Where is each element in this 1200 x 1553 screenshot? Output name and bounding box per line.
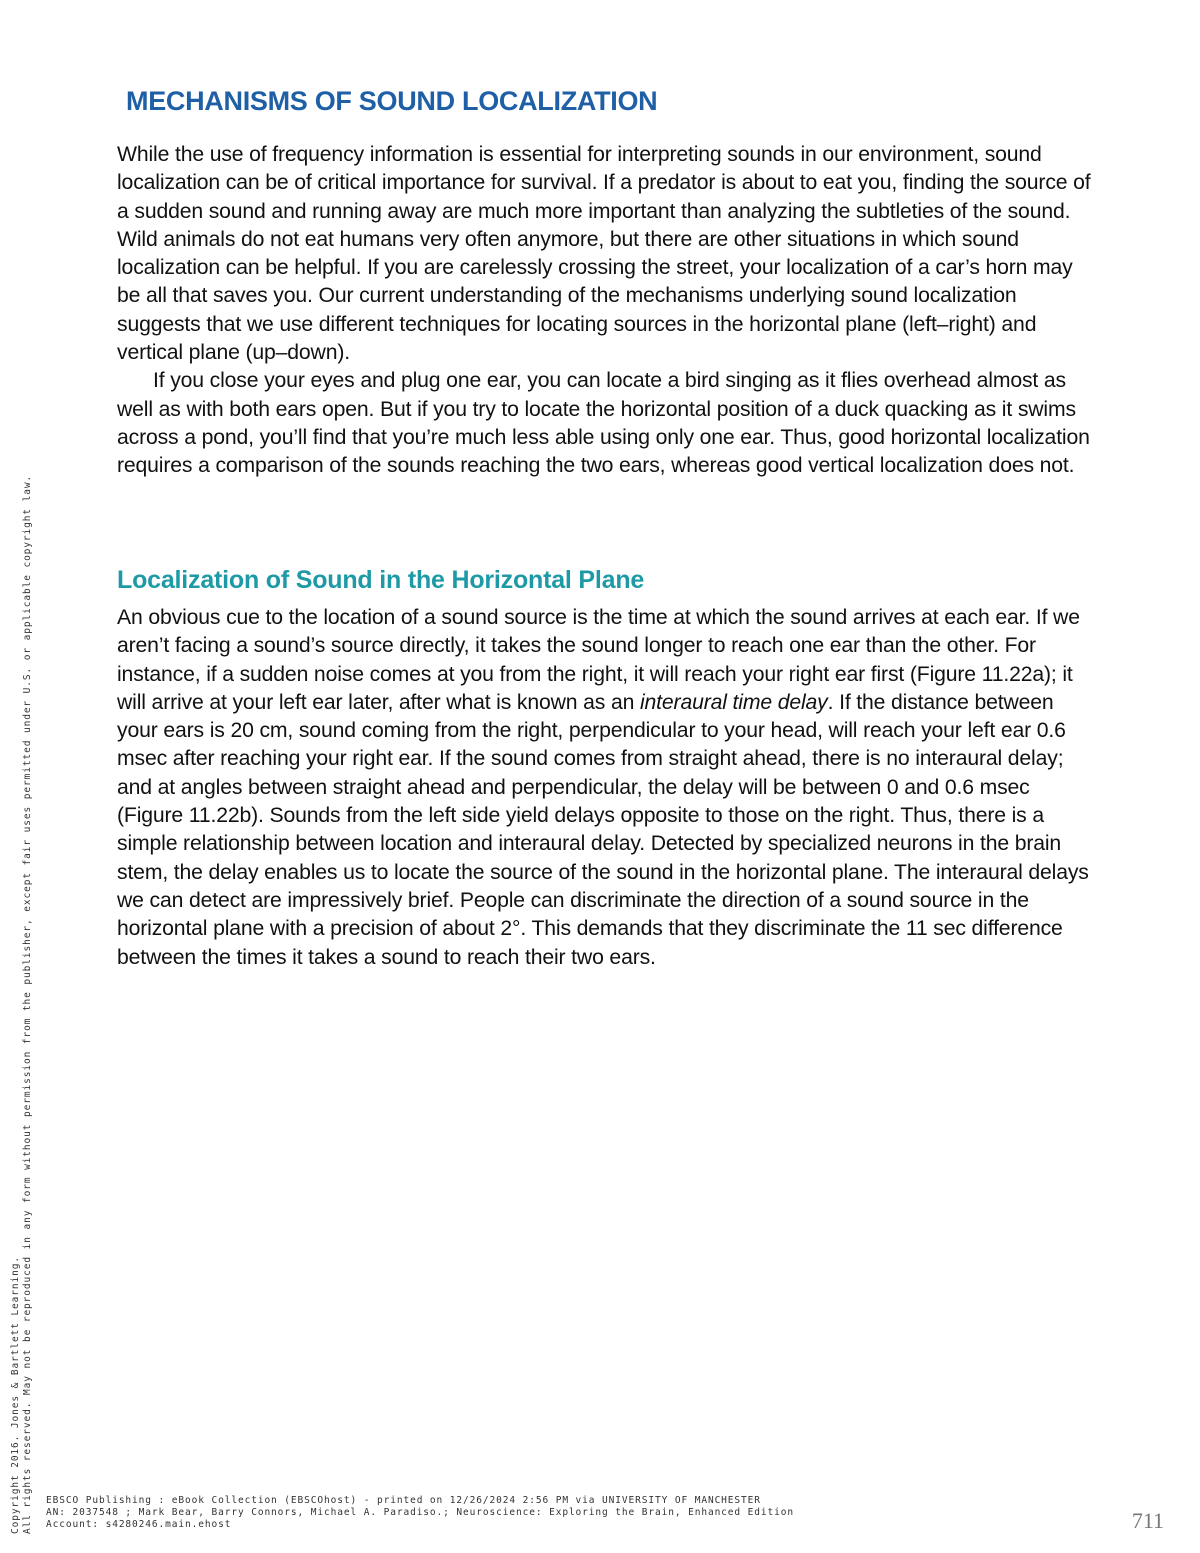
intro-paragraph-2: If you close your eyes and plug one ear, you can locate a bird singing as it flies overhead almost as well as with both ears open. But if you try to locate the horizontal position of a duck quacking as it swims across a pond, you’ll find that you’re much less able using only one ear. Thus, good horizontal localization requires a comparison of the sounds reaching the two ears, whereas good vertical localization does not.: [117, 369, 1090, 478]
section-paragraph: [117, 604, 1092, 972]
horizontal-plane-section: [117, 604, 1092, 972]
key-term: interaural time delay: [639, 690, 828, 714]
side-copyright-notice: [10, 475, 34, 1534]
footer-line-2: AN: 2037548 ; Mark Bear, Barry Connors, Michael A. Paradiso.; Neuroscience: Exploring the Brain, Enhanced Edition: [46, 1507, 795, 1518]
copyright-line-2: All rights reserved. May not be reproduced in any form without permission from the publisher, except fair uses permitted under U.S. or applicable copyright law.: [22, 474, 33, 1534]
page-number: 711: [1131, 1508, 1164, 1533]
footer-metadata: [46, 1495, 794, 1531]
section-paragraph-part2: . If the distance between your ears is 20 cm, sound coming from the right, perpendicular to your head, will reach your left ear 0.6 msec after reaching your right ear. If the sound comes from straight ahead, there is no interaural delay; and at angles between straight ahead and perpendicular, the delay will be between 0 and 0.6 msec (Figure 11.22b). Sounds from the left side yield delays opposite to those on the right. Thus, there is a simple relationship between location and interaural delay. Detected by specialized neurons in the brain stem, the delay enables us to locate the source of the sound in the horizontal plane. The interaural delays we can detect are impressively brief. People can discriminate the direction of a sound source in the horizontal plane with a precision of about 2°. This demands that they discriminate the 11 sec difference between the times it takes a sound to reach their two ears.: [117, 690, 1089, 969]
footer-line-3: Account: s4280246.main.ehost: [46, 1519, 232, 1530]
section-heading: Localization of Sound in the Horizontal Plane: [117, 566, 645, 594]
intro-paragraph-1: While the use of frequency information is essential for interpreting sounds in our environment, sound localization can be of critical importance for survival. If a predator is about to eat you, finding the source of a sudden sound and running away are much more important than analyzing the subtleties of the sound. Wild animals do not eat humans very often anymore, but there are other situations in which sound localization can be helpful. If you are carelessly crossing the street, your localization of a car’s horn may be all that saves you. Our current understanding of the mechanisms underlying sound localization suggests that we use different techniques for locating sources in the horizontal plane (left–right) and vertical plane (up–down).: [117, 143, 1091, 365]
intro-section: [117, 141, 1092, 481]
copyright-line-1: Copyright 2016. Jones & Bartlett Learning.: [10, 1255, 21, 1534]
page-title: MECHANISMS OF SOUND LOCALIZATION: [126, 86, 658, 116]
footer-line-1: EBSCO Publishing : eBook Collection (EBSCOhost) - printed on 12/26/2024 2:56 PM via UNIVERSITY OF MANCHESTER: [46, 1495, 761, 1506]
section-paragraph-part1: An obvious cue to the location of a sound source is the time at which the sound arrives at each ear. If we aren’t facing a sound’s source directly, it takes the sound longer to reach one ear than the other. For instance, if a sudden noise comes at you from the right, it will reach your right ear first (Figure 11.22a); it will arrive at your left ear later, after what is known as an: [117, 606, 1080, 714]
